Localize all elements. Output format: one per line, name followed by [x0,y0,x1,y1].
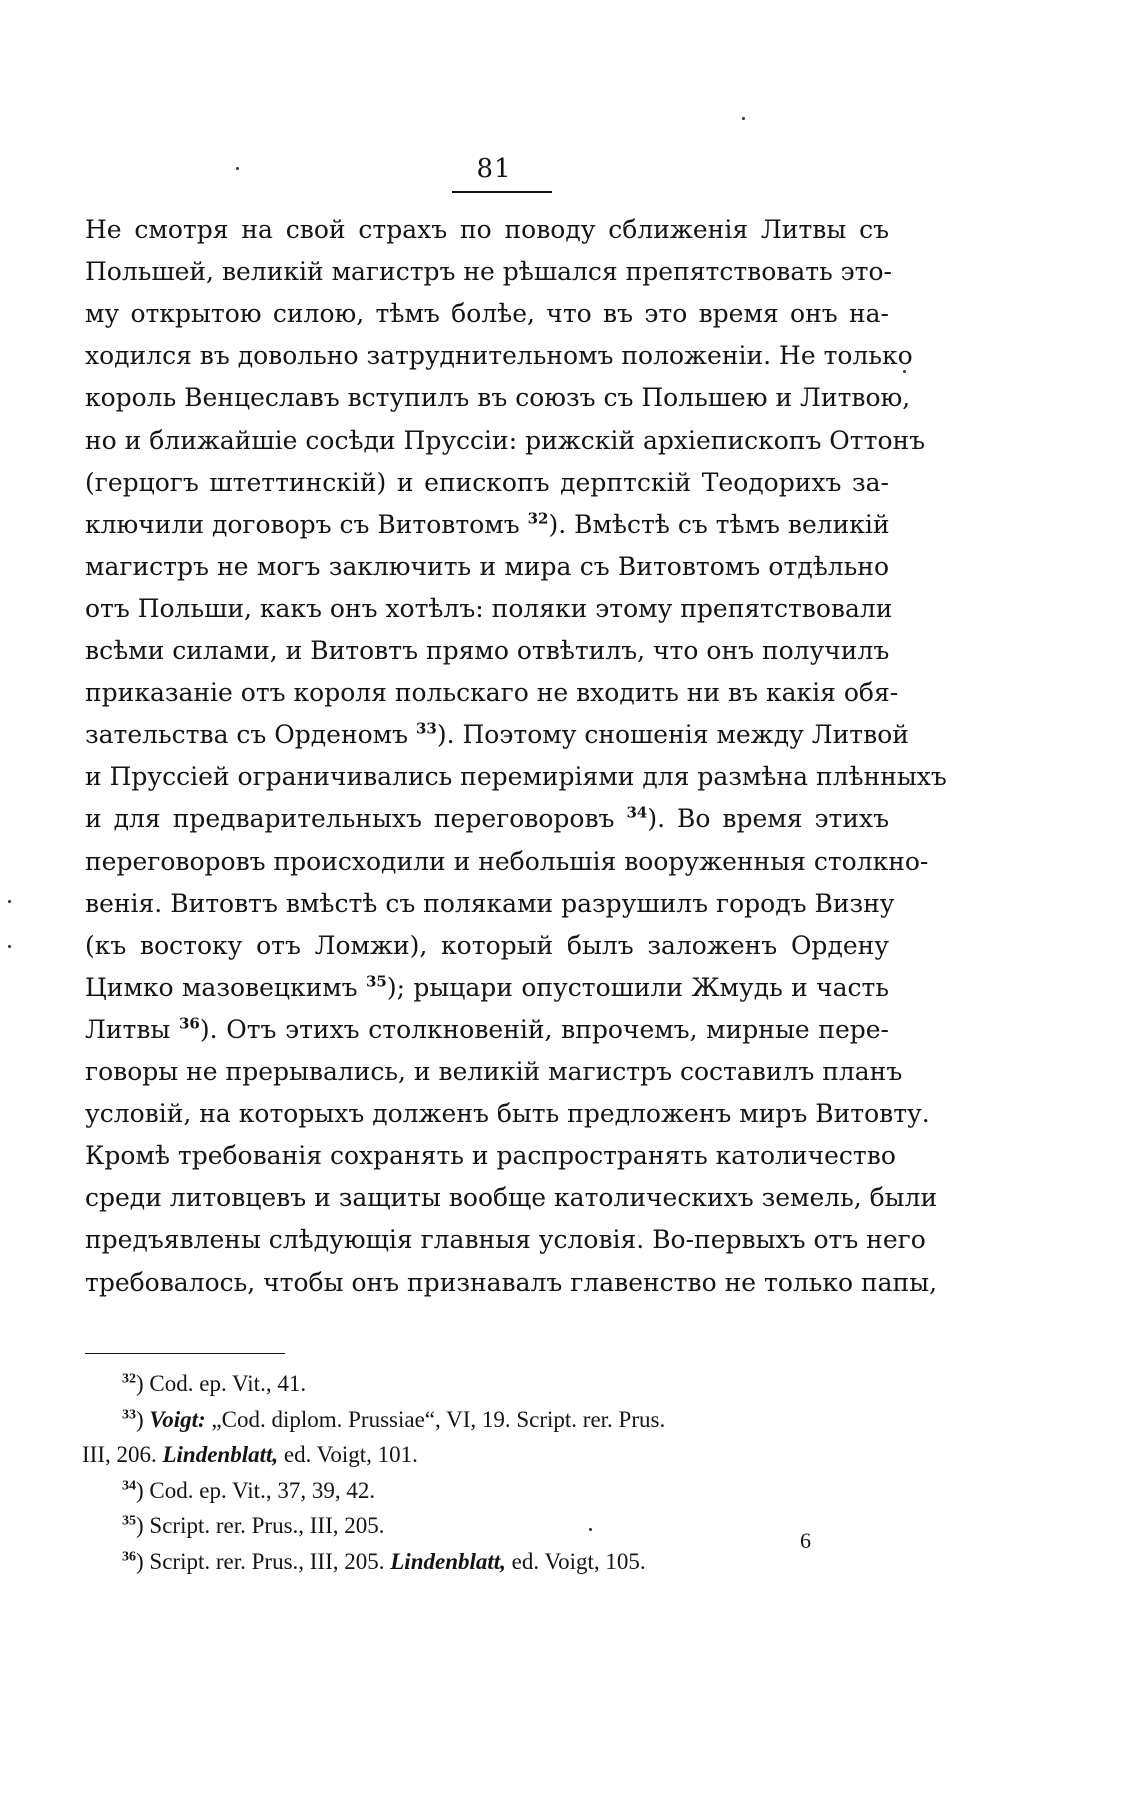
footnote-text: III, 206. [82,1442,163,1467]
footnote-35 [122,1508,385,1544]
body-line [85,842,929,882]
body-line [85,421,926,461]
footnote-text: ed. Voigt, 101. [278,1442,418,1467]
body-line-text: предъявлены слѣдующія главныя условія. Во-первыхъ отъ него [85,1225,926,1255]
footnote-continuation [82,1437,418,1473]
footnote-author: Voigt: [149,1406,206,1432]
footnote-reference: 32 [527,509,549,528]
body-line-text: ключили договоръ съ Витовтомъ [85,509,528,539]
footnote-paren: ) [136,1513,150,1538]
body-line-text: ). Вмѣстѣ съ тѣмъ великій [548,509,890,539]
body-line [85,1094,930,1134]
footnote-number: 32 [122,1371,136,1387]
footnote-reference: 35 [365,972,387,991]
body-line-text: Не смотря на свой страхъ по поводу сближенія Литвы съ [85,215,889,244]
scan-speck [589,1528,592,1531]
body-line [85,378,911,418]
body-line-text: всѣми силами, и Витовтъ прямо отвѣтилъ, что онъ получилъ [85,636,890,665]
body-line-text: Кромѣ требованія сохранять и распространять католичество [85,1141,896,1171]
footnote-number: 35 [122,1513,136,1529]
body-line [85,1263,938,1303]
body-line [85,589,893,629]
footnote-reference: 33 [415,719,437,738]
body-line-text: ходился въ довольно затруднительномъ положеніи. Не только [85,341,913,371]
footnote-number: 36 [122,1548,136,1564]
body-line-text: (герцогъ штеттинскій) и епископъ дерптскій Теодорихъ за- [85,467,889,497]
footnote-rule [85,1353,285,1354]
body-line-text: Цимко мазовецкимъ [85,972,366,1002]
body-line-text: условій, на которыхъ долженъ быть предложенъ миръ Витовту. [85,1099,930,1129]
body-line-text: ); рыцари опустошили Жмудь и часть [386,972,889,1002]
body-line-text: ). Во время этихъ [647,804,889,834]
body-line [85,210,889,250]
body-line-text: му открытою силою, тѣмъ болѣе, что въ это время онъ на- [85,299,889,329]
footnote-paren: ) [136,1371,150,1396]
footnote-reference: 34 [626,804,648,823]
body-line-text: Литвы [85,1014,179,1044]
page-number: 81 [476,154,512,184]
body-line [85,926,889,966]
body-line-text: магистръ не могъ заключить и мира съ Витовтомъ отдѣльно [85,551,889,581]
body-line [85,294,889,334]
body-line-text: венія. Витовтъ вмѣстѣ съ поляками разрушилъ городъ Визну [85,888,895,918]
body-line [85,547,889,587]
body-line [85,1052,903,1092]
body-line-text: говоры не прерывались, и великій магистръ составилъ планъ [85,1057,903,1086]
footnote-text: Cod. ep. Vit., 41. [149,1371,307,1396]
footnote-34 [122,1473,375,1509]
body-line-text: среди литовцевъ и защиты вообще католическихъ земель, были [85,1183,938,1213]
body-line [85,336,913,376]
body-line-text: зательства съ Орденомъ [85,720,416,750]
body-line [85,463,889,503]
scan-speck [8,945,11,948]
footnote-number: 33 [122,1406,136,1422]
body-line-text: но и ближайшіе сосѣди Пруссіи: рижскій архіепископъ Оттонъ [85,425,926,455]
body-line-text: Польшей, великій магистръ не рѣшался препятствовать это- [85,257,892,287]
footnote-text: ed. Voigt, 105. [505,1548,646,1574]
footnote-text: Script. rer. Prus., III, 205. [149,1513,385,1538]
body-line [85,968,889,1008]
signature-mark: 6 [800,1528,811,1553]
footnote-text: Cod. ep. Vit., 37, 39, 42. [149,1477,376,1503]
header-rule [452,191,552,193]
footnote-text: „Cod. diplom. Prussiae“, VI, 19. Script. rer. Prus. [205,1406,666,1432]
footnote-author: Lindenblatt, [390,1548,506,1574]
body-line [85,673,899,713]
footnote-paren: ) [136,1548,150,1574]
body-line-text: требовалось, чтобы онъ признавалъ главенство не только папы, [85,1267,938,1297]
body-line [85,631,889,671]
footnote-paren: ) [136,1477,150,1503]
footnote-author: Lindenblatt, [162,1442,279,1467]
body-line-text: отъ Польши, какъ онъ хотѣлъ: поляки этому препятствовали [85,593,893,623]
footnote-33 [122,1402,665,1438]
footnote-text: Script. rer. Prus., III, 205. [149,1548,391,1574]
scan-speck [742,117,745,120]
body-line [85,884,895,924]
body-line-text: ). Поэтому сношенія между Литвой [436,720,909,750]
body-line-text: (къ востоку отъ Ломжи), который былъ заложенъ Ордену [85,930,889,960]
footnote-paren: ) [136,1406,150,1432]
scan-speck [903,370,906,373]
body-line [85,757,947,797]
footnote-number: 34 [122,1477,136,1493]
body-line [85,715,909,755]
body-line-text: и Пруссіей ограничивались перемиріями для размѣна плѣнныхъ [85,762,947,792]
body-line-text: приказаніе отъ короля польскаго не входить ни въ какія обя- [85,678,899,708]
body-line [85,1010,889,1050]
body-line [85,799,889,839]
body-line [85,252,892,292]
body-line [85,505,889,545]
body-line-text: король Венцеславъ вступилъ въ союзъ съ Польшею и Литвою, [85,383,911,413]
footnote-32 [122,1366,306,1402]
body-line-text: переговоровъ происходили и небольшія вооруженныя столкно- [85,846,929,876]
body-line [85,1136,896,1176]
scan-speck [236,167,239,170]
body-line [85,1178,938,1218]
body-line [85,1220,926,1260]
scan-speck [8,900,11,903]
body-line-text: ). Отъ этихъ столкновеній, впрочемъ, мирные пере- [199,1014,890,1044]
footnote-reference: 36 [178,1014,200,1033]
body-line-text: и для предварительныхъ переговоровъ [85,804,627,834]
footnote-36 [122,1544,646,1580]
